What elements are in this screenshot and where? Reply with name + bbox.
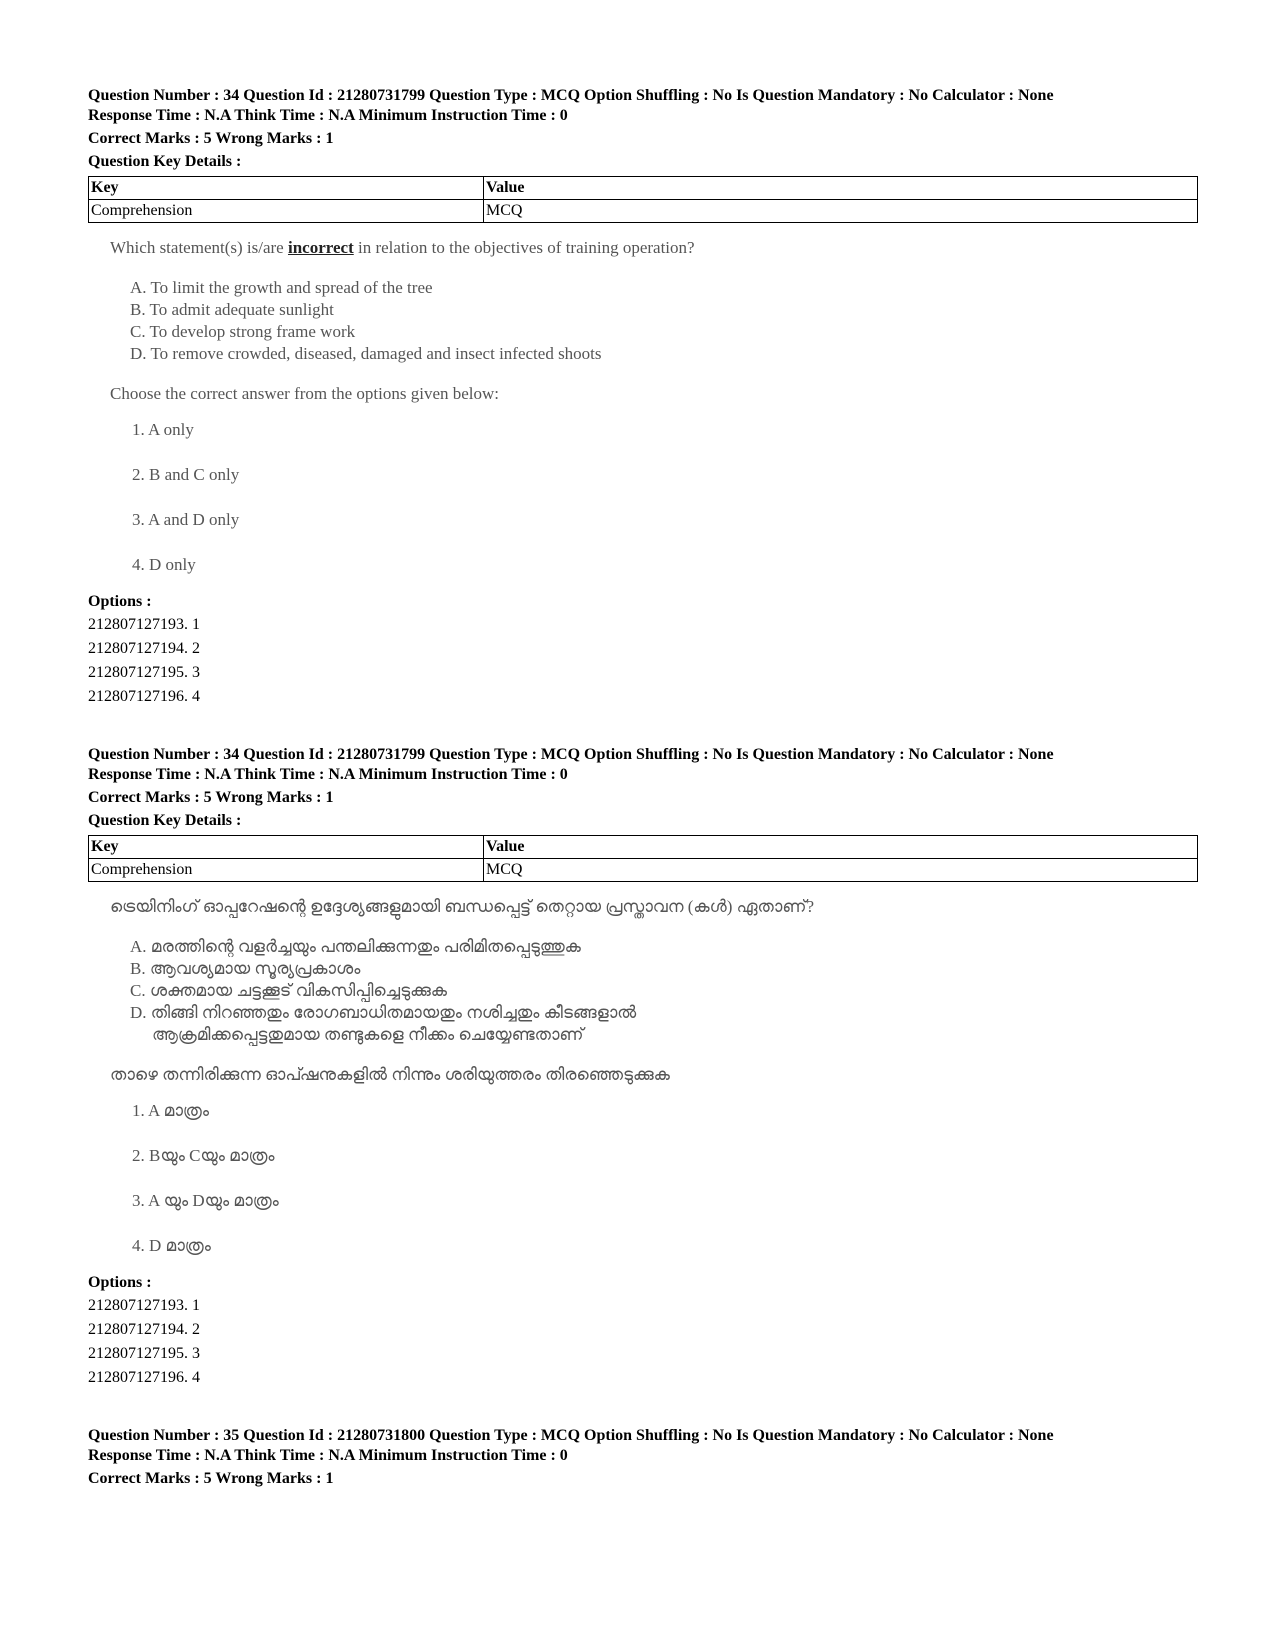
- table-header-key: Key: [89, 177, 484, 200]
- marks-line: Correct Marks : 5 Wrong Marks : 1: [88, 130, 334, 147]
- options-label: Options :: [88, 1274, 152, 1291]
- question-image: [110, 896, 1198, 1260]
- key-details-table: [88, 176, 1198, 223]
- statement-a: A. മരത്തിന്റെ വളർച്ചയും പന്തലിക്കുന്നതും പരിമിതപ്പെടുത്തുക: [130, 937, 581, 956]
- statement-d: D. To remove crowded, diseased, damaged and insect infected shoots: [130, 344, 602, 363]
- key-details-label: Question Key Details :: [88, 812, 242, 829]
- table-header-row: [89, 836, 1198, 859]
- table-row: [89, 200, 1198, 223]
- option-row: 212807127194. 2: [88, 1321, 200, 1338]
- answer-choice-2: 2. Bയും Cയും മാത്രം: [132, 1146, 275, 1165]
- table-cell-value: MCQ: [484, 859, 1198, 882]
- option-row: 212807127193. 1: [88, 1297, 200, 1314]
- question-header: [88, 86, 1198, 172]
- question-block-35: [88, 1426, 1198, 1489]
- option-row: 212807127193. 1: [88, 616, 200, 633]
- table-cell-key: Comprehension: [89, 200, 484, 223]
- choose-instruction: താഴെ തന്നിരിക്കുന്ന ഓപ്ഷനുകളിൽ നിന്നും ശരിയുത്തരം തിരഞ്ഞെടുക്കുക: [110, 1065, 670, 1084]
- table-cell-value: MCQ: [484, 200, 1198, 223]
- table-header-value: Value: [484, 836, 1198, 859]
- options-label: Options :: [88, 593, 152, 610]
- statement-d: D. തിങ്ങി നിറഞ്ഞതും രോഗബാധിതമായതും നശിച്ചതും കീടങ്ങളാൽ: [130, 1003, 637, 1022]
- marks-line: Correct Marks : 5 Wrong Marks : 1: [88, 789, 334, 806]
- answer-choice-4: 4. D മാത്രം: [132, 1236, 211, 1255]
- question-header: [88, 1426, 1198, 1489]
- option-row: 212807127194. 2: [88, 640, 200, 657]
- option-row: 212807127196. 4: [88, 1369, 200, 1386]
- key-details-label: Question Key Details :: [88, 153, 242, 170]
- choose-instruction: Choose the correct answer from the options given below:: [110, 384, 500, 403]
- marks-line: Correct Marks : 5 Wrong Marks : 1: [88, 1470, 334, 1487]
- statement-list: [130, 936, 1198, 1046]
- answer-choice-4: 4. D only: [132, 555, 196, 574]
- key-details-table: [88, 835, 1198, 882]
- answer-choice-2: 2. B and C only: [132, 465, 240, 484]
- emphasis-incorrect: incorrect: [287, 238, 354, 257]
- answer-choice-1: 1. A only: [132, 420, 194, 439]
- question-block-34-en: [88, 86, 1198, 709]
- question-meta-line: Question Number : 35 Question Id : 21280731800 Question Type : MCQ Option Shuffling : No Is Question Mandatory : No Calculator : None: [88, 1427, 1054, 1444]
- document-page: [88, 86, 1198, 1525]
- statement-a: A. To limit the growth and spread of the tree: [130, 278, 433, 297]
- statement-d-continuation: ആക്രമിക്കപ്പെട്ടതുമായ തണ്ടുകളെ നീക്കം ചെയ്യേണ്ടതാണ്: [152, 1025, 584, 1044]
- answer-choice-3: 3. A and D only: [132, 510, 240, 529]
- statement-list: [130, 277, 1198, 365]
- table-header-key: Key: [89, 836, 484, 859]
- answer-choice-3: 3. A യും Dയും മാത്രം: [132, 1191, 279, 1210]
- question-meta-line: Question Number : 34 Question Id : 21280731799 Question Type : MCQ Option Shuffling : No Is Question Mandatory : No Calculator : None: [88, 746, 1054, 763]
- answer-choice-1: 1. A മാത്രം: [132, 1101, 209, 1120]
- question-image: [110, 237, 1198, 579]
- question-stem: Which statement(s) is/are incorrect in relation to the objectives of training operation?: [110, 238, 695, 257]
- statement-c: C. ശക്തമായ ചട്ടക്കൂട് വികസിപ്പിച്ചെടുക്കുക: [130, 981, 448, 1000]
- option-row: 212807127195. 3: [88, 1345, 200, 1362]
- table-cell-key: Comprehension: [89, 859, 484, 882]
- table-header-row: [89, 177, 1198, 200]
- statement-c: C. To develop strong frame work: [130, 322, 356, 341]
- statement-b: B. ആവശ്യമായ സൂര്യപ്രകാശം: [130, 959, 361, 978]
- timing-meta-line: Response Time : N.A Think Time : N.A Minimum Instruction Time : 0: [88, 766, 568, 783]
- timing-meta-line: Response Time : N.A Think Time : N.A Minimum Instruction Time : 0: [88, 1447, 568, 1464]
- timing-meta-line: Response Time : N.A Think Time : N.A Minimum Instruction Time : 0: [88, 107, 568, 124]
- table-row: [89, 859, 1198, 882]
- question-stem: ട്രെയിനിംഗ് ഓപ്പറേഷന്റെ ഉദ്ദേശ്യങ്ങളുമായി ബന്ധപ്പെട്ട് തെറ്റായ പ്രസ്താവന (കൾ) ഏതാണ്?: [110, 897, 814, 916]
- option-row: 212807127195. 3: [88, 664, 200, 681]
- statement-b: B. To admit adequate sunlight: [130, 300, 334, 319]
- question-meta-line: Question Number : 34 Question Id : 21280731799 Question Type : MCQ Option Shuffling : No Is Question Mandatory : No Calculator : None: [88, 87, 1054, 104]
- question-block-34-ml: [88, 745, 1198, 1390]
- question-header: [88, 745, 1198, 831]
- option-row: 212807127196. 4: [88, 688, 200, 705]
- table-header-value: Value: [484, 177, 1198, 200]
